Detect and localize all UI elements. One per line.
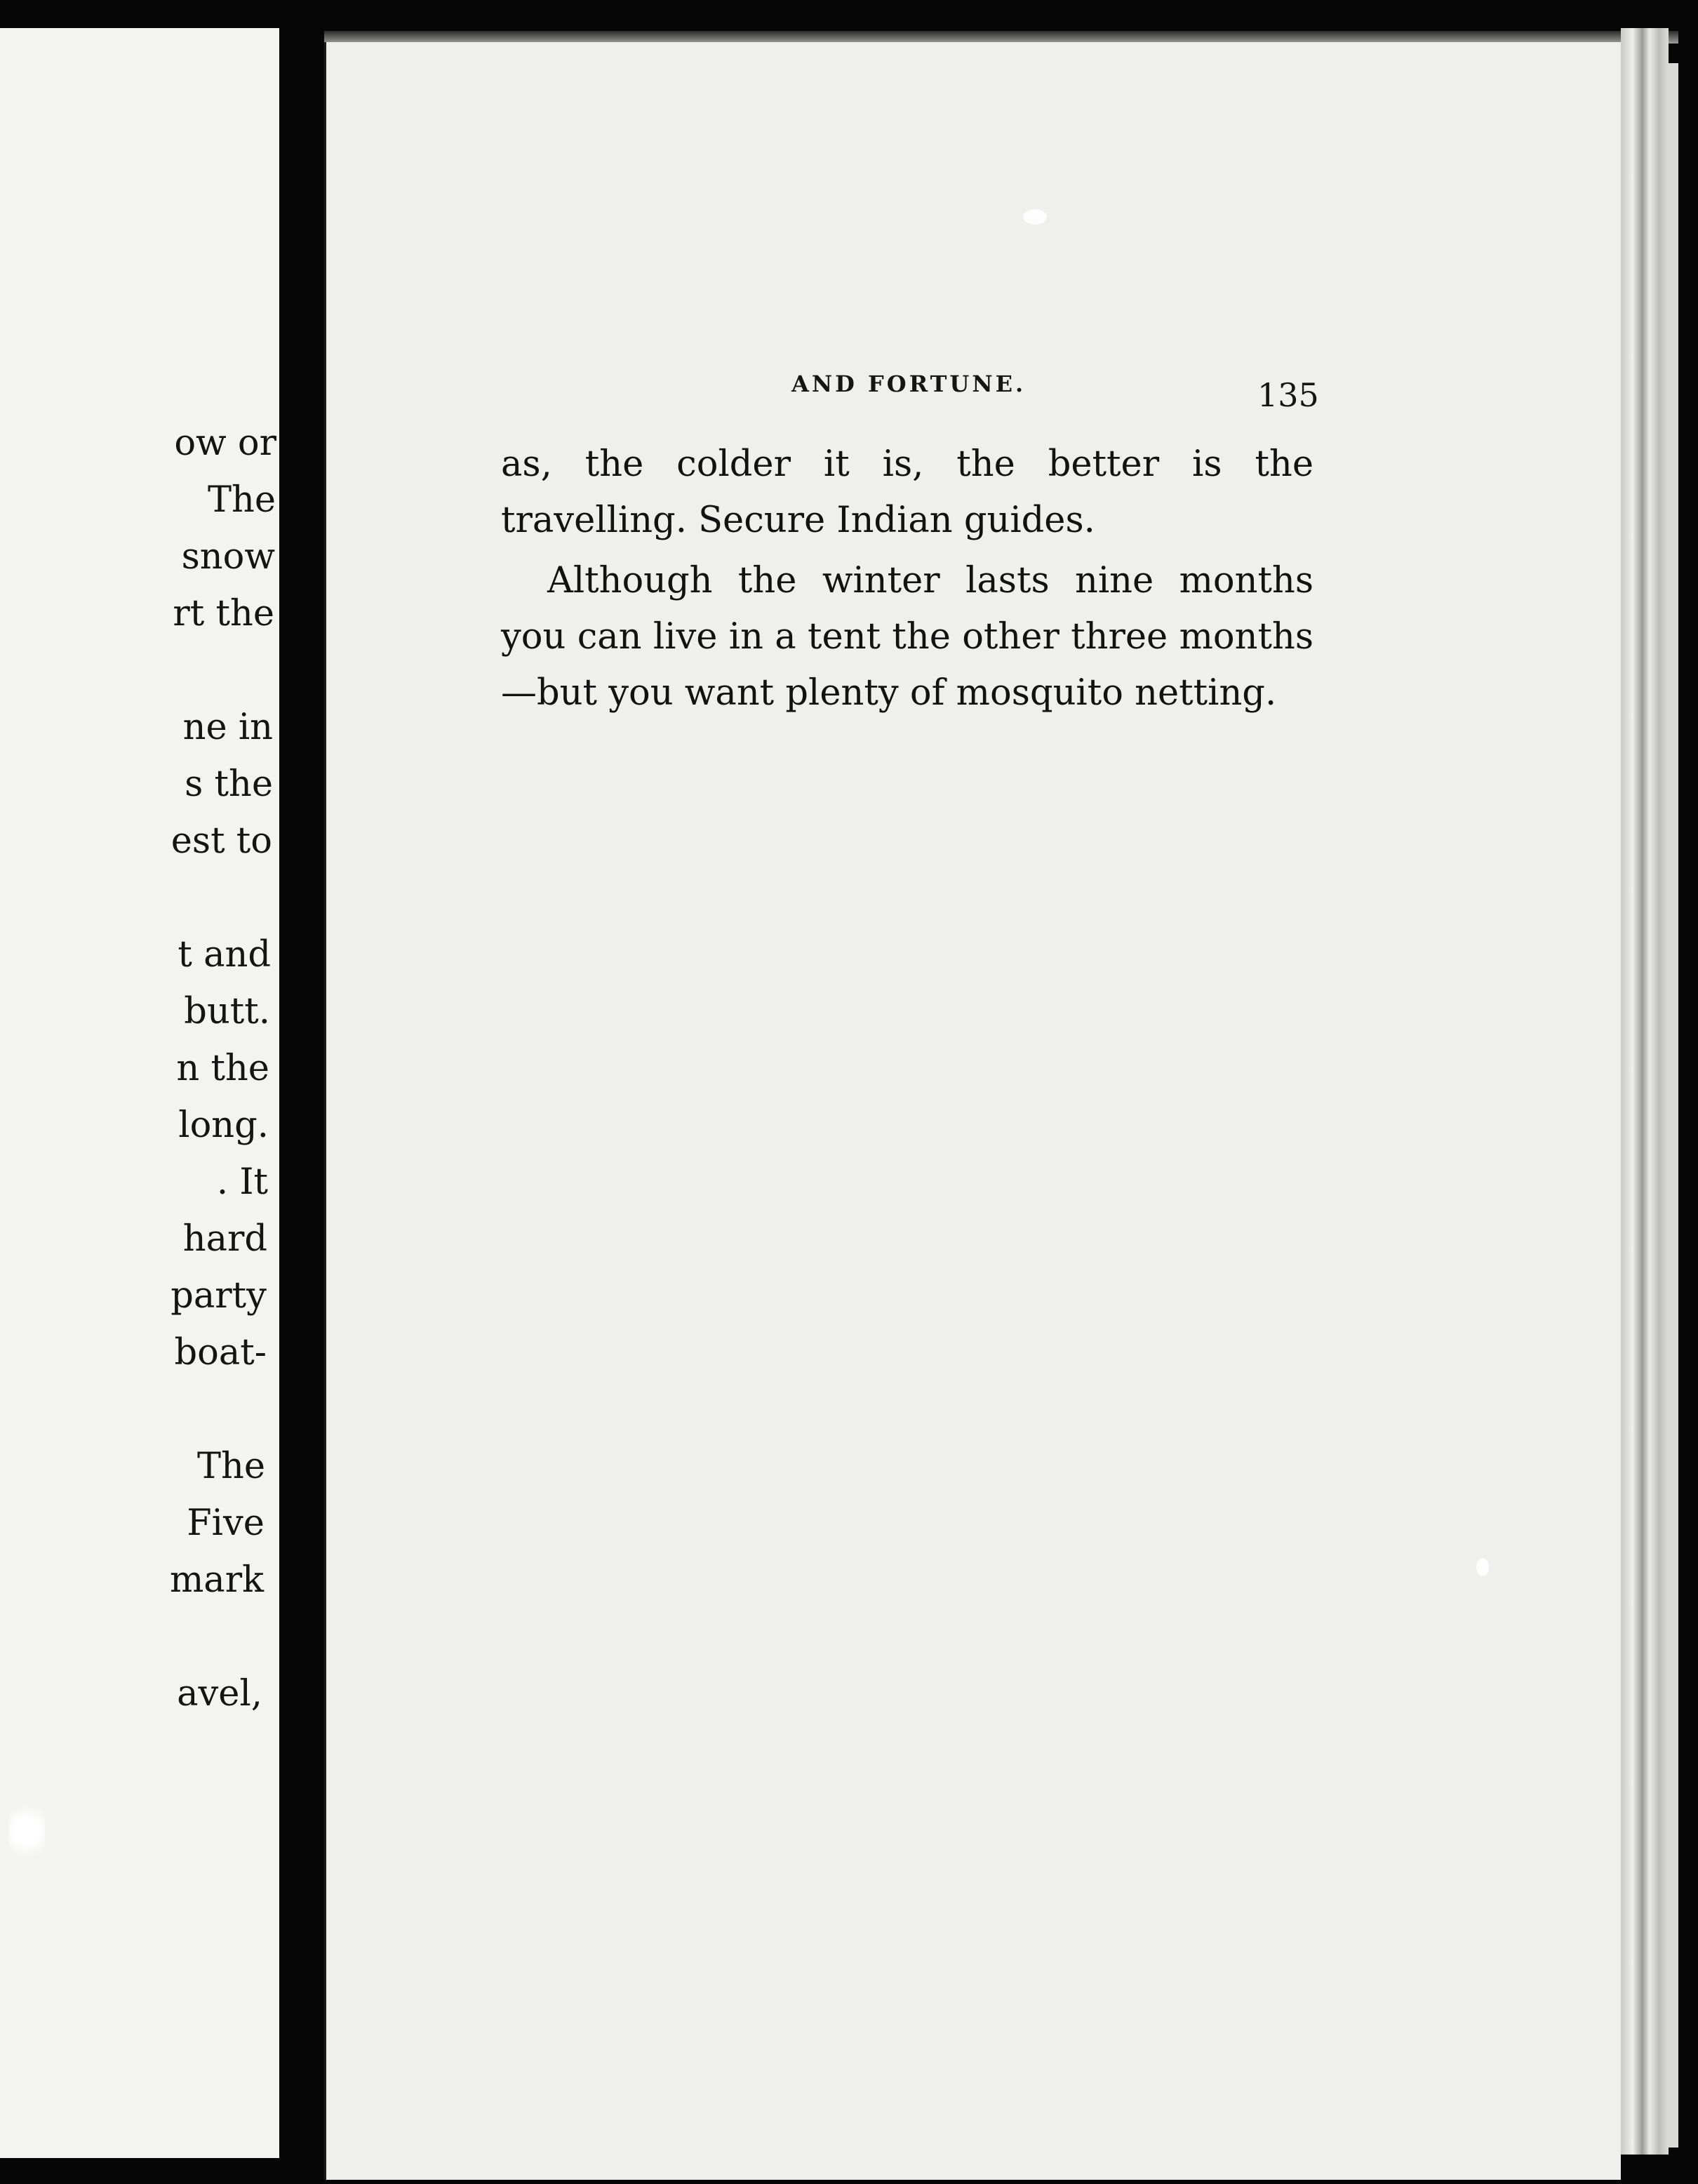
left-page-line: ne in	[182, 707, 273, 748]
paper-speck	[1023, 209, 1047, 225]
left-page-line: party	[171, 1275, 267, 1317]
left-page-line: mark	[169, 1559, 264, 1601]
left-page-line: The	[207, 479, 276, 521]
book-gutter	[279, 0, 323, 2184]
left-page-line: Five	[187, 1503, 265, 1544]
left-page-line: boat-	[174, 1332, 267, 1373]
page-edges	[1621, 28, 1669, 2155]
left-page-line: snow	[181, 536, 275, 578]
left-page-line: n the	[176, 1048, 269, 1089]
paper-blemish	[8, 1800, 45, 1862]
left-page-line: long.	[178, 1105, 269, 1146]
paragraph: Although the winter lasts nine months you can live in a tent the other three months—but you want plenty of mosquito netting.	[501, 560, 1313, 714]
page-edge-outer	[1669, 63, 1678, 2148]
left-page-line: avel,	[177, 1673, 262, 1714]
left-page-line: s the	[185, 764, 273, 805]
body-text	[501, 437, 1313, 721]
page-number: 135	[1257, 376, 1319, 414]
left-page-line: rt the	[173, 593, 274, 634]
left-page-line: . It	[216, 1161, 268, 1203]
left-page-line: t and	[178, 934, 271, 976]
left-page-line: hard	[182, 1218, 267, 1260]
left-page-line: est to	[171, 820, 272, 862]
paragraph: as, the colder it is, the better is the travelling. Secure Indian guides.	[501, 444, 1313, 541]
left-page-line: The	[196, 1446, 265, 1487]
running-head: AND FORTUNE.	[791, 371, 1027, 397]
left-page-line: ow or	[174, 422, 276, 464]
right-page	[324, 42, 1621, 2180]
paper-speck	[1476, 1558, 1489, 1576]
left-page-line: butt.	[184, 991, 270, 1032]
left-page	[0, 28, 279, 2158]
